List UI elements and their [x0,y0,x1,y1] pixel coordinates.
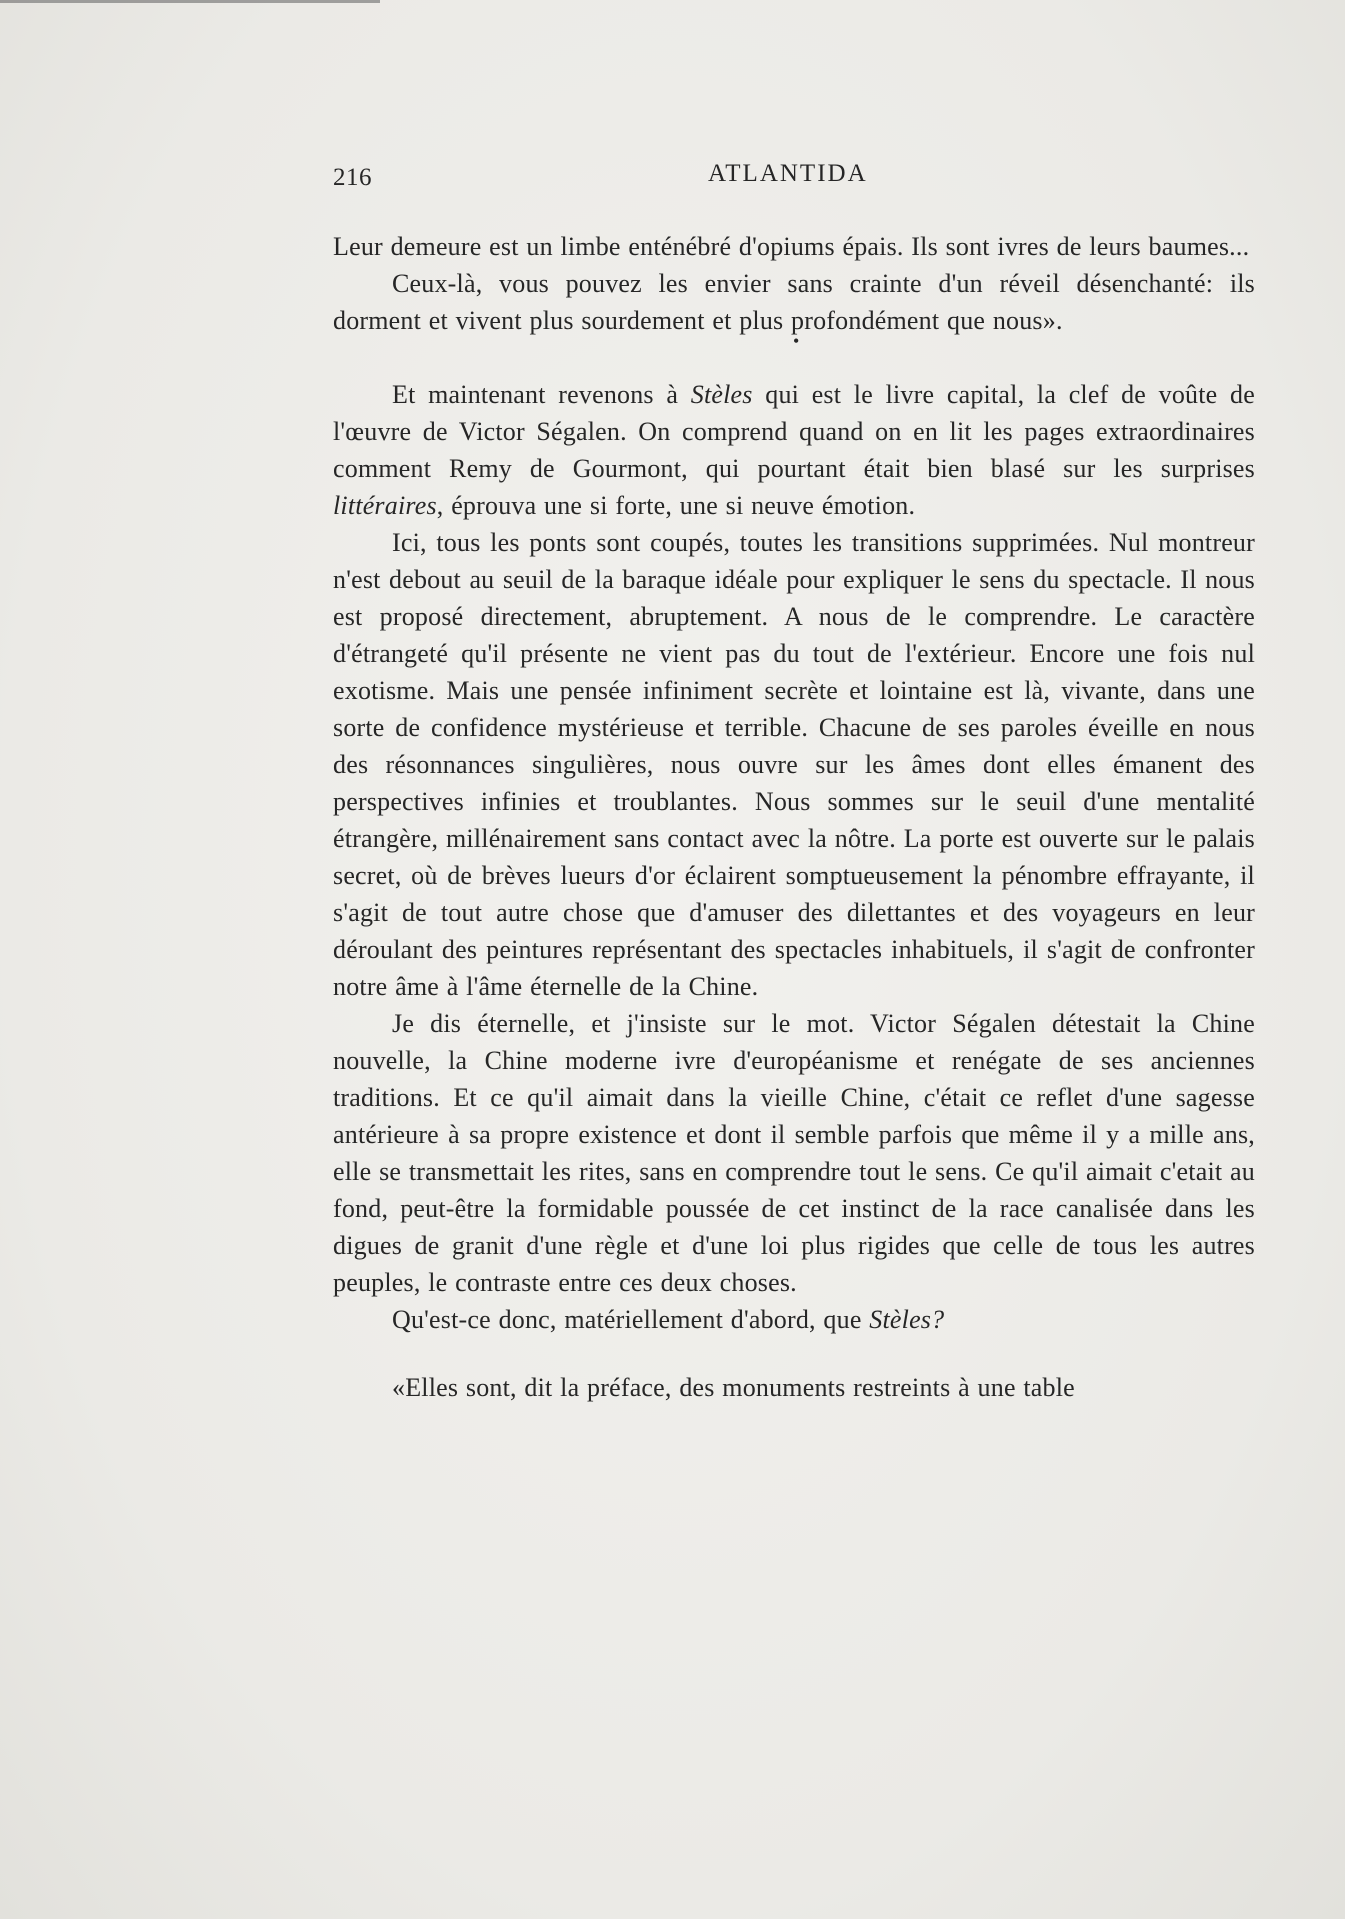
page-number: 216 [333,164,372,191]
paragraph-3-text-b: qui est le livre capital, la clef de voûte de l'œuvre de Victor Ségalen. On comprend quand on en lit les pages extraordinaires comment Remy de Gourmont, qui pourtant était bien blasé sur les surprises [333,380,1255,483]
book-title-steles: Stèles [690,380,753,409]
running-title: ATLANTIDA [708,160,868,187]
emphasis-litteraires: littéraires [333,491,437,520]
section-break-mark [333,331,1255,376]
book-title-steles-question: Stèles? [869,1305,945,1334]
paragraph-3 [333,376,1255,524]
paragraph-4: Ici, tous les ponts sont coupés, toutes les transitions supprimées. Nul montreur n'est debout au seuil de la baraque idéale pour expliquer le sens du spectacle. Il nous est proposé directement, abruptement. A nous de le comprendre. Le caractère d'étrangeté qu'il présente ne vient pas du tout de l'extérieur. Encore une fois nul exotisme. Mais une pensée infiniment secrète et lointaine est là, vivante, dans une sorte de confidence mystérieuse et terrible. Chacune de ses paroles éveille en nous des résonnances singulières, nous ouvre sur les âmes dont elles émanent des perspectives infinies et troublantes. Nous sommes sur le seuil d'une mentalité étrangère, millénairement sans contact avec la nôtre. La porte est ouverte sur le palais secret, où de brèves lueurs d'or éclairent somptueusement la pénombre effrayante, il s'agit de tout autre chose que d'amuser des dilettantes et des voyageurs en leur déroulant des peintures représentant des spectacles inhabituels, il s'agit de confronter notre âme à l'âme éternelle de la Chine. [333,528,1255,1001]
paragraph-3-text-c: , éprouva une si forte, une si neuve émotion. [436,491,916,520]
section-break-dot: • [793,331,800,351]
running-head [333,160,1255,200]
paragraph-2: Ceux-là, vous pouvez les envier sans crainte d'un réveil désenchanté: ils dorment et vivent plus sourdement et plus profondément que nous». [333,269,1255,335]
paragraph-6 [333,1301,1255,1338]
scan-top-edge [0,0,380,3]
paragraph-5: Je dis éternelle, et j'insiste sur le mot. Victor Ségalen détestait la Chine nouvelle, la Chine moderne ivre d'européanisme et renégate de ses anciennes traditions. Et ce qu'il aimait dans la vieille Chine, c'était ce reflet d'une sagesse antérieure à sa propre existence et dont il semble parfois que même il y a mille ans, elle se transmettait les rites, sans en comprendre tout le sens. Ce qu'il aimait c'etait au fond, peut-être la formidable poussée de cet instinct de la race canalisée dans les digues de granit d'une règle et d'une loi plus rigides que celle de tous les autres peuples, le contraste entre ces deux choses. [333,1009,1255,1297]
paragraph-7: «Elles sont, dit la préface, des monuments restreints à une table [392,1373,1075,1402]
paragraph-6-text: Qu'est-ce donc, matériellement d'abord, que [392,1305,870,1334]
paragraph-3-text-a: Et maintenant revenons à [392,380,691,409]
paragraph-1: Leur demeure est un limbe enténébré d'opiums épais. Ils sont ivres de leurs baumes... [333,232,1250,261]
body-text [333,228,1255,1406]
